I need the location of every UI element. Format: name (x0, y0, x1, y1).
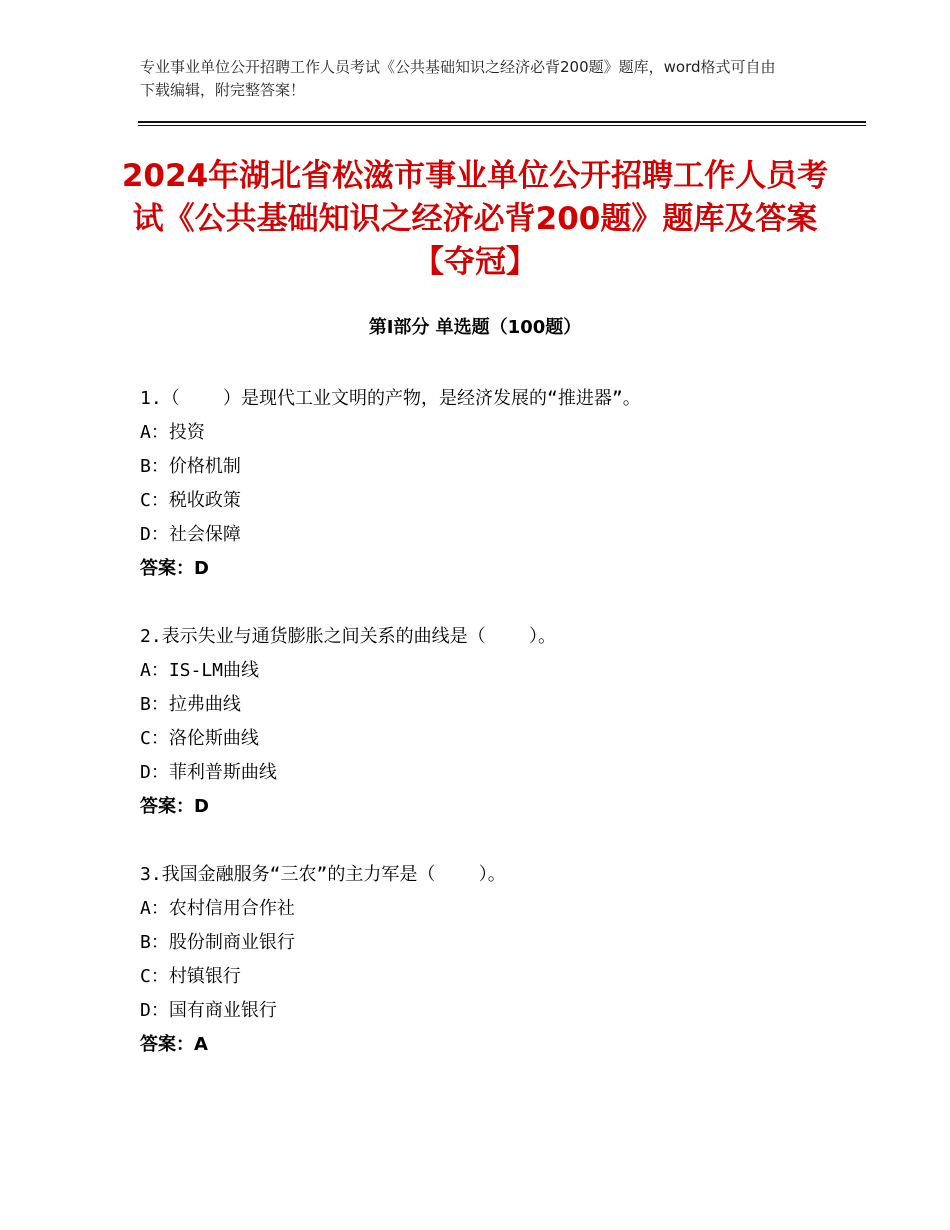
option-a: A：IS-LM曲线 (140, 660, 260, 681)
question-2 (140, 620, 840, 824)
section-heading: 第Ⅰ部分 单选题（100题） (368, 317, 582, 338)
question-list (140, 382, 840, 1096)
option-c: C：税收政策 (140, 490, 241, 511)
answer-line: 答案：D (140, 796, 209, 817)
question-1 (140, 382, 840, 586)
header-divider-thin (138, 125, 866, 126)
option-b: B：价格机制 (140, 456, 241, 477)
question-stem: 3.我国金融服务“三农”的主力军是（ ）。 (140, 864, 506, 885)
question-stem: 2.表示失业与通货膨胀之间关系的曲线是（ ）。 (140, 626, 557, 647)
option-c: C：村镇银行 (140, 966, 241, 987)
option-d: D：菲利普斯曲线 (140, 762, 277, 783)
header-note: 专业事业单位公开招聘工作人员考试《公共基础知识之经济必背200题》题库，word格式可自由下载编辑，附完整答案！ (140, 58, 776, 99)
header-divider-thick (138, 121, 866, 123)
option-d: D：社会保障 (140, 524, 241, 545)
option-b: B：股份制商业银行 (140, 932, 295, 953)
question-stem: 1.（ ）是现代工业文明的产物，是经济发展的“推进器”。 (140, 388, 641, 409)
option-b: B：拉弗曲线 (140, 694, 241, 715)
document-title: 2024年湖北省松滋市事业单位公开招聘工作人员考试《公共基础知识之经济必背200题》题库及答案【夺冠】 (121, 158, 829, 280)
answer-line: 答案：D (140, 558, 209, 579)
option-d: D：国有商业银行 (140, 1000, 277, 1021)
option-a: A：投资 (140, 422, 205, 443)
option-c: C：洛伦斯曲线 (140, 728, 259, 749)
option-a: A：农村信用合作社 (140, 898, 295, 919)
question-3 (140, 858, 840, 1062)
answer-line: 答案：A (140, 1034, 208, 1055)
